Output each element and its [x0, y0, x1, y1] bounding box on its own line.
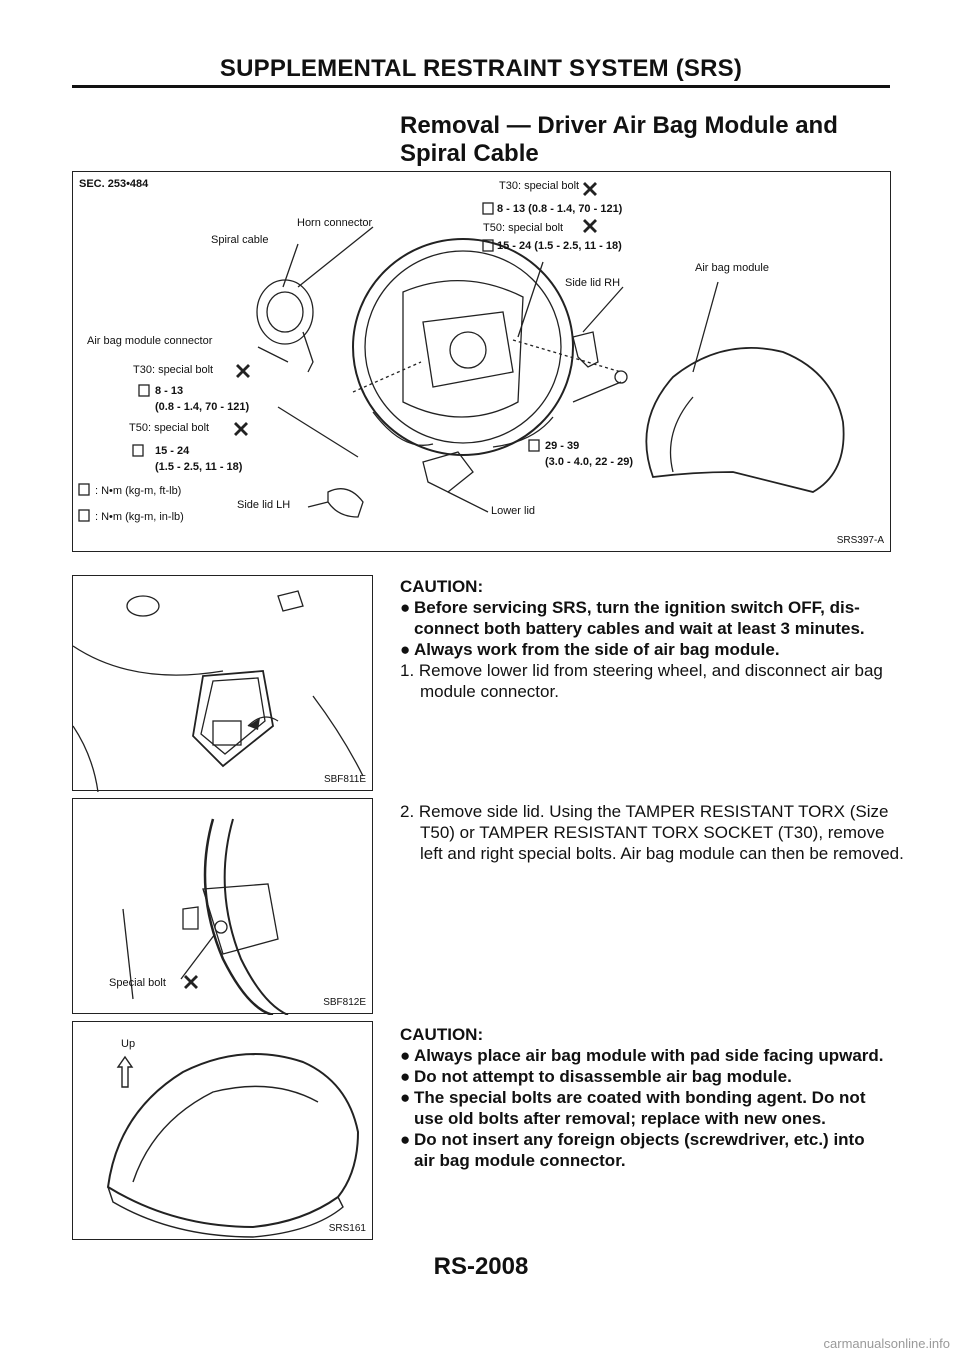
label-torque-left1b: (0.8 - 1.4, 70 - 121) [155, 401, 250, 413]
step-2: 2. Remove side lid. Using the TAMPER RESISTANT TORX (Size T50) or TAMPER RESISTANT TORX SOCKET (T30), remove left and right special bolts. Air bag module can then be removed. [400, 802, 904, 863]
step-1: 1. Remove lower lid from steering wheel, and disconnect air bag module connector. [400, 661, 883, 701]
label-air-bag-connector: Air bag module connector [87, 335, 213, 347]
caution-item [400, 1129, 890, 1171]
bullet-icon: ● [400, 598, 411, 617]
sec-number: SEC. 253•484 [79, 178, 149, 190]
label-lower-lid: Lower lid [491, 505, 536, 517]
label-torque-top2: 15 - 24 (1.5 - 2.5, 11 - 18) [497, 240, 622, 252]
page-header: SUPPLEMENTAL RESTRAINT SYSTEM (SRS) [219, 55, 743, 82]
caution-item [400, 1045, 890, 1066]
caution-block-2 [400, 1024, 890, 1171]
label-up: Up [121, 1038, 136, 1050]
special-bolt-photo [72, 798, 373, 1014]
figure-code: SRS397-A [836, 535, 884, 546]
label-torque-right-a: 29 - 39 [545, 440, 580, 452]
label-t30-top: T30: special bolt [499, 180, 580, 192]
label-t50-top: T50: special bolt [483, 222, 564, 234]
caution-item [400, 1066, 890, 1087]
label-t30-left: T30: special bolt [133, 364, 214, 376]
air-bag-module-photo [72, 1021, 373, 1240]
header-rule [72, 85, 890, 88]
label-unit-inlb: : N•m (kg-m, in-lb) [95, 511, 184, 523]
bullet-icon: ● [400, 1067, 411, 1086]
figure-code: SRS161 [328, 1223, 366, 1234]
label-air-bag-module: Air bag module [695, 262, 769, 274]
label-torque-top1: 8 - 13 (0.8 - 1.4, 70 - 121) [497, 203, 623, 215]
figure-code: SBF812E [323, 997, 366, 1008]
label-spiral-cable: Spiral cable [211, 234, 269, 246]
label-side-lid-rh: Side lid RH [565, 277, 621, 289]
lower-lid-drawing [73, 576, 374, 792]
exploded-diagram [72, 171, 891, 552]
figure-code: SBF811E [323, 774, 366, 785]
caution-text: Do not attempt to disassemble air bag module. [414, 1067, 792, 1086]
bullet-icon: ● [400, 1088, 411, 1107]
caution-text: Always place air bag module with pad side facing upward. [414, 1046, 884, 1065]
caution-item [400, 639, 890, 660]
caution-item [400, 597, 890, 639]
bullet-icon: ● [400, 1130, 411, 1149]
caution-text: Always work from the side of air bag module. [414, 640, 780, 659]
label-torque-right-b: (3.0 - 4.0, 22 - 29) [545, 456, 634, 468]
page-number: RS-2008 [433, 1253, 529, 1280]
label-torque-left1a: 8 - 13 [155, 385, 184, 397]
caution-heading: CAUTION: [400, 577, 484, 596]
label-side-lid-lh: Side lid LH [237, 499, 291, 511]
label-horn-connector: Horn connector [297, 217, 373, 229]
label-unit-ftlb: : N•m (kg-m, ft-lb) [95, 485, 182, 497]
watermark: carmanualsonline.info [823, 1336, 950, 1351]
label-t50-left: T50: special bolt [129, 422, 210, 434]
caution-text: Do not insert any foreign objects (screwdriver, etc.) into air bag module connector. [414, 1130, 865, 1170]
caution-text: Before servicing SRS, turn the ignition switch OFF, dis-connect both battery cables and wait at least 3 minutes. [414, 598, 865, 638]
label-torque-left2a: 15 - 24 [155, 445, 190, 457]
air-bag-module-drawing [73, 1022, 374, 1241]
lower-lid-photo [72, 575, 373, 791]
caution-text: The special bolts are coated with bonding agent. Do not use old bolts after removal; replace with new ones. [414, 1088, 866, 1128]
bullet-icon: ● [400, 1046, 411, 1065]
label-special-bolt: Special bolt [109, 977, 166, 989]
caution-heading: CAUTION: [400, 1025, 484, 1044]
caution-item [400, 1087, 890, 1129]
label-torque-left2b: (1.5 - 2.5, 11 - 18) [155, 461, 243, 473]
section-title: Removal — Driver Air Bag Module and Spiral Cable [400, 112, 838, 167]
caution-block-1 [400, 576, 890, 702]
bullet-icon: ● [400, 640, 411, 659]
